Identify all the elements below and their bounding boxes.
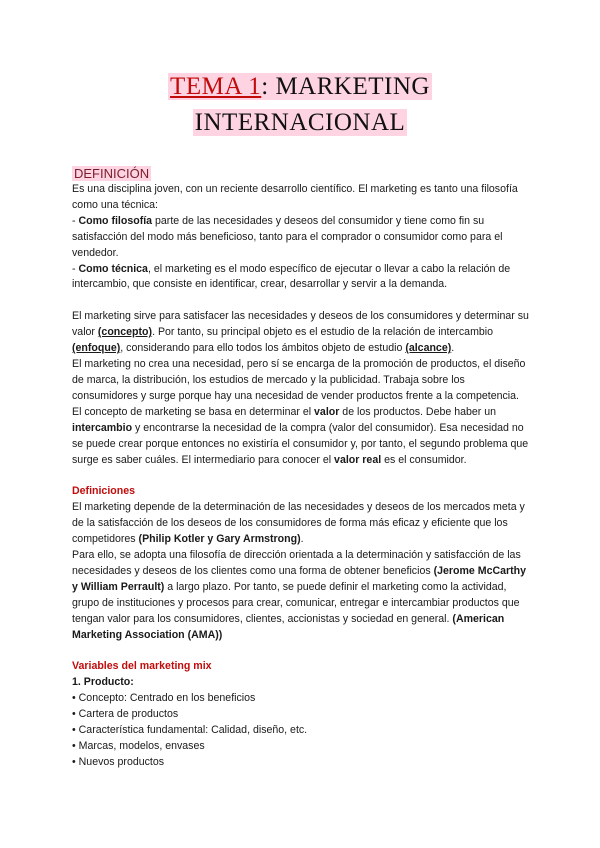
- definicion-paragraph-3: El marketing no crea una necesidad, pero sí se encarga de la promoción de productos, el diseño de marca, la distribución, los estudios de mercado y la publicidad. Trabaja sobre los consumidores y surge porque hay una necesidad de vender productos frente a la competencia.: [72, 358, 526, 402]
- definicion-paragraph-2: El marketing sirve para satisfacer las necesidades y deseos de los consumidores y determinar su valor (concepto). Por tanto, su principal objeto es el estudio de la relación de intercambio (enfoque), considerando para ello todos los ámbitos objeto de estudio (alcance).: [72, 310, 529, 355]
- list-item: • Cartera de productos: [72, 707, 532, 723]
- definiciones-paragraph-1: El marketing depende de la determinación de las necesidades y deseos de los mercados meta y de la satisfacción de los deseos de los consumidores de forma más eficaz y eficiente que los competidores (Philip Kotler y Gary Armstrong).: [72, 501, 525, 546]
- title-tema: TEMA 1: [170, 73, 262, 100]
- definicion-tecnica: - Como técnica, el marketing es el modo específico de ejecutar o llevar a cabo la relación de intercambio, que consiste en identificar, crear, desarrollar y servir a la demanda.: [72, 262, 511, 291]
- variables-list: [72, 691, 532, 771]
- section-heading-definiciones: Definiciones: [72, 485, 135, 498]
- list-item: • Marcas, modelos, envases: [72, 739, 532, 755]
- title-marketing: : MARKETING: [261, 73, 430, 100]
- section-heading-variables: Variables del marketing mix: [72, 660, 212, 673]
- list-item: • Nuevos productos: [72, 755, 532, 771]
- variables-subheading: 1. Producto:: [72, 676, 134, 689]
- title-internacional: INTERNACIONAL: [194, 109, 406, 136]
- list-item: • Característica fundamental: Calidad, diseño, etc.: [72, 723, 532, 739]
- document-body: [72, 166, 532, 771]
- section-heading-definicion: DEFINICIÓN: [74, 166, 150, 181]
- definiciones-paragraph-2: Para ello, se adopta una filosofía de dirección orientada a la determinación y satisfacción de las necesidades y deseos de los clientes como una forma de obtener beneficios (Jerome McCarthy y William Perrault) a largo plazo. Por tanto, se puede definir el marketing como la actividad, grupo de instituciones y procesos para crear, comunicar, entregar e intercambiar productos que tengan valor para los consumidores, clientes, accionistas y sociedad en general. (American Marketing Association (AMA)): [72, 549, 527, 641]
- definicion-intro: Es una disciplina joven, con un reciente desarrollo científico. El marketing es tanto una filosofía como una técnica:: [72, 183, 518, 211]
- definicion-paragraph-4: El concepto de marketing se basa en determinar el valor de los productos. Debe haber un intercambio y encontrarse la necesidad de la compra (valor del consumidor). Esa necesidad no se puede crear porque entonces no existiría el consumidor y, por tanto, el segundo problema que surge es saber cuáles. El intermediario para conocer el valor real es el consumidor.: [72, 405, 529, 466]
- definicion-filosofia: - Como filosofía parte de las necesidades y deseos del consumidor y tiene como fin su satisfacción del modo más beneficioso, tanto para el comprador o consumidor como para el vendedor.: [72, 214, 503, 259]
- page-title: [0, 70, 600, 140]
- list-item: • Concepto: Centrado en los beneficios: [72, 691, 532, 707]
